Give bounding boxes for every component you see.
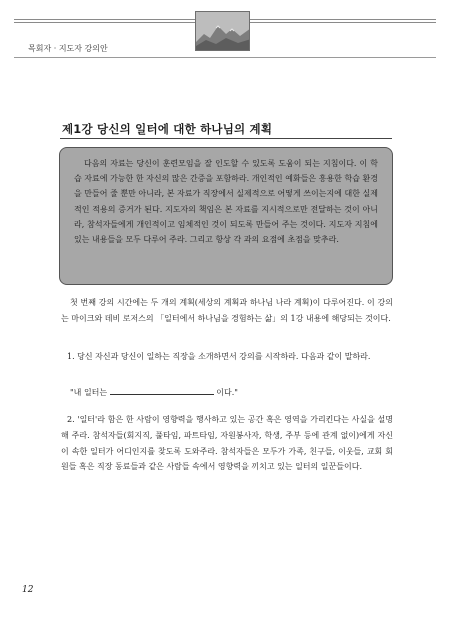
book-header-label: 목회자 · 지도자 강의안 xyxy=(28,44,108,53)
header-rule xyxy=(14,57,436,58)
page-number: 12 xyxy=(22,585,34,595)
mountain-landscape-icon xyxy=(195,11,250,51)
example-start-text: "내 일터는 xyxy=(70,388,108,397)
leader-guide-summary-box: 다음의 자료는 당신이 훈련모임을 잘 인도할 수 있도록 도움이 되는 지침이다. 이 학습 자료에 가능한 한 자신의 많은 간증을 포함하라. 개인적인 예화들은 흥용한 학습 환경을 만들어 줄 뿐만 아니라, 본 자료가 직장에서 실제적으로 어떻게 쓰이는지에 대한 실제적인 적용의 증거가 된다. 지도자의 책임은 본 자료를 지시적으로만 전달하는 것이 아니라, 참석자들에게 개인적이고 임체적인 것이 되도록 만들어 주는 것이다. 지도자 지침에 있는 내용들을 모두 다루어 주라. 그리고 항상 각 과의 요점에 초점을 맞추라. xyxy=(59,147,393,285)
example-end-text: 이다." xyxy=(216,388,238,397)
chapter-title-underline xyxy=(60,138,392,139)
fill-in-blank-line xyxy=(110,386,214,395)
question-2: 2. '일터'라 함은 한 사람이 영향력을 행사하고 있는 공간 혹은 영역을 가리킨다는 사실을 설명해 주라. 참석자들(회지직, 풀타임, 파트타임, 자원봉사자, 학생, 주부 등에 관계 없이)에게 자신이 속한 일터가 어디인지를 찾도록 도와주라. 참석자들은 모두가 가족, 친구들, 이웃들, 교회 회원들 혹은 직장 동료들과 같은 사람들 속에서 영향력을 끼치고 있는 일터의 일꾼들이다. xyxy=(61,415,393,472)
question-1-example xyxy=(70,386,238,398)
chapter-title: 제1강 당신의 일터에 대한 하나님의 계획 xyxy=(62,122,273,136)
question-1: 1. 당신 자신과 당신이 일하는 직장을 소개하면서 강의를 시작하라. 다음과 같이 말하라. xyxy=(67,352,371,361)
intro-paragraph: 첫 번째 강의 시간에는 두 개의 계획(세상의 계획과 하나님 나라 계획)이 다루어진다. 이 강의는 마이크와 데비 로저스의 「일터에서 하나님을 경험하는 삶」의 1강 내용에 해당되는 것이다. xyxy=(61,298,393,323)
